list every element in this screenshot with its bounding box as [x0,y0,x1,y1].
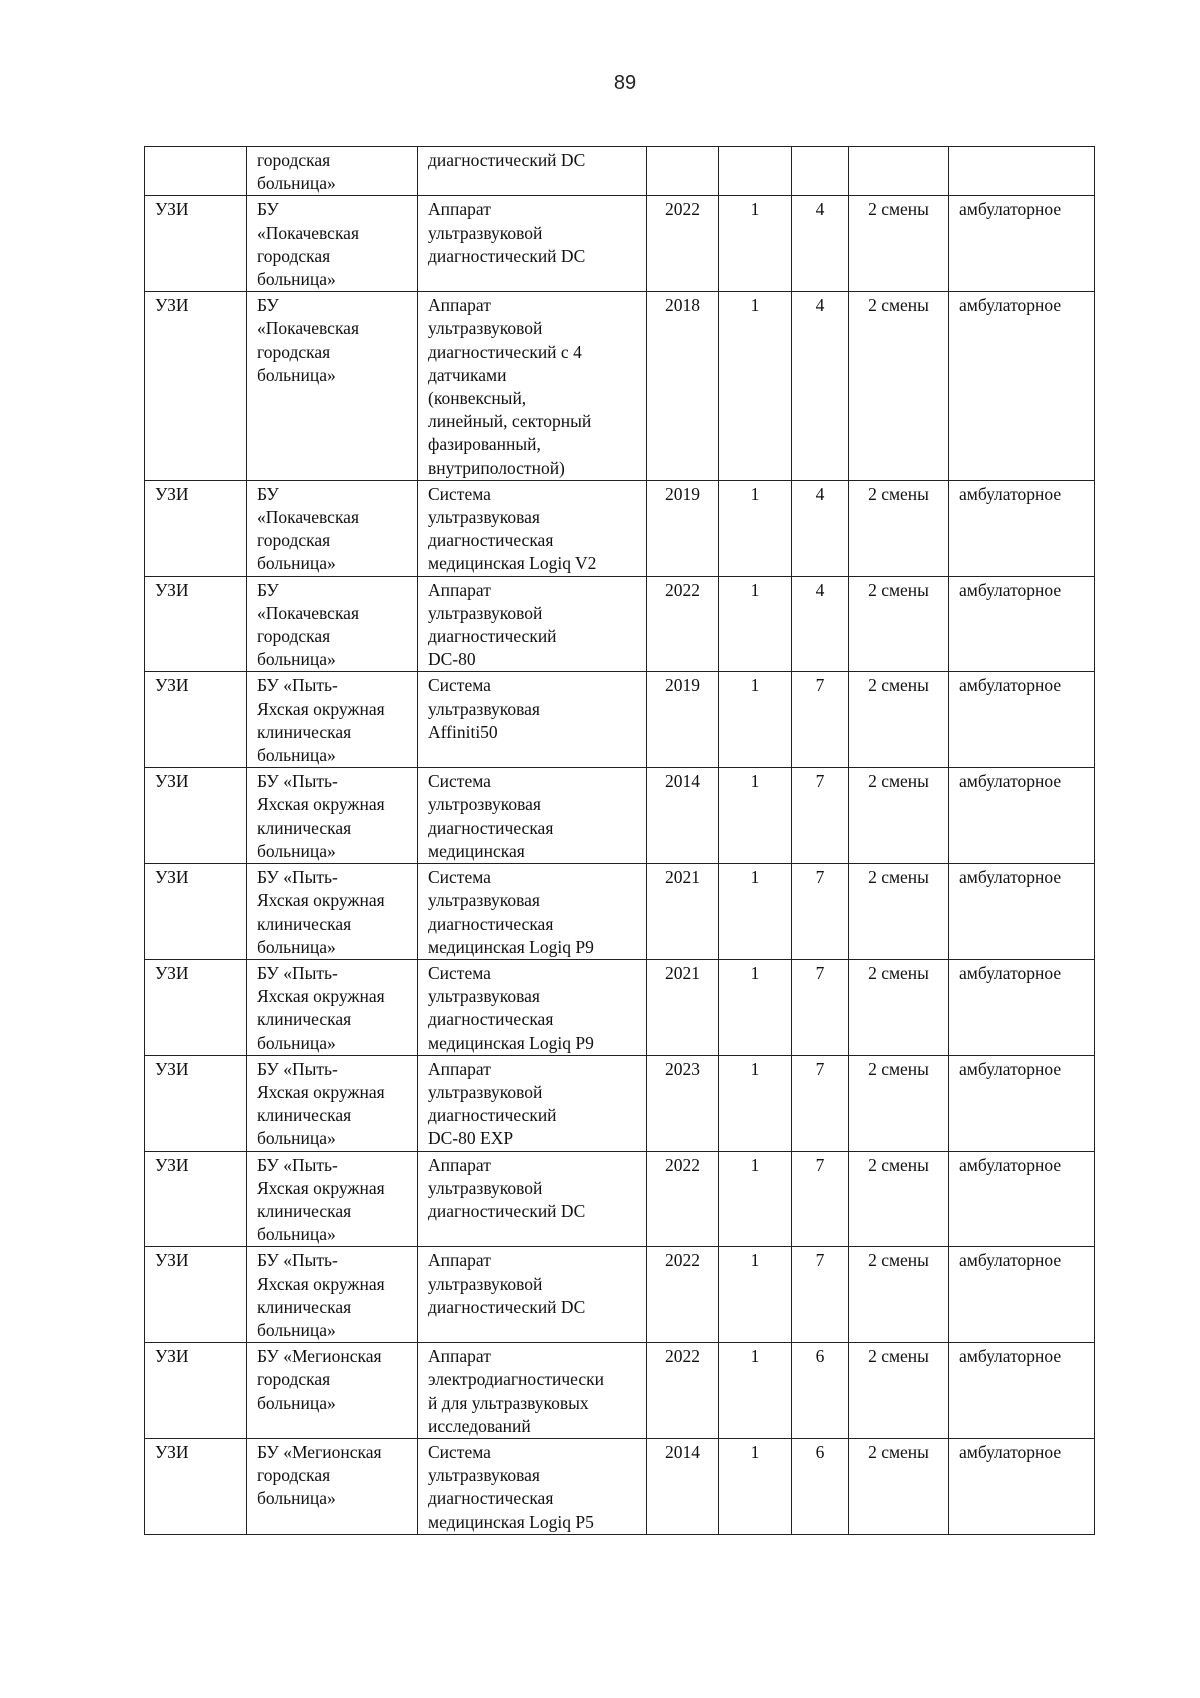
cell-care-mode [949,576,1095,672]
cell-year [647,480,719,576]
cell-text-type: УЗИ [155,579,189,600]
cell-text-org: БУ «Мегионская городская больница» [257,1441,382,1509]
cell-quantity [719,1247,792,1343]
cell-organization [247,576,418,672]
cell-text-device: Система ультразвуковая диагностическая медицинская Logiq P9 [428,867,594,957]
cell-text-device: Система ультразвуковая Affiniti50 [428,675,540,742]
cell-text-year: 2021 [665,962,700,983]
cell-text-device: Система ультрозвуковая диагностическая медицинская [428,771,554,861]
cell-text-qty: 1 [750,771,760,792]
cell-organization [247,196,418,292]
cell-text-shifts: 2 смены [868,675,929,696]
cell-text-type: УЗИ [155,1058,189,1079]
cell-text-mode: амбулаторное [959,1058,1062,1079]
cell-device [418,1151,647,1247]
cell-count [792,292,849,481]
cell-year [647,1247,719,1343]
cell-text-c1: 6 [815,1441,825,1462]
cell-text-mode: амбулаторное [959,962,1062,983]
cell-text-c1: 7 [815,1250,825,1271]
cell-text-device: Аппарат ультразвуковой диагностический DC [428,1250,586,1317]
cell-text-mode: амбулаторное [959,579,1062,600]
cell-text-type: УЗИ [155,1154,189,1175]
cell-shifts [849,196,949,292]
cell-quantity [719,576,792,672]
cell-text-org: БУ «Пыть- Яхская окружная клиническая больница» [257,1154,385,1245]
cell-text-mode: амбулаторное [959,1441,1062,1462]
cell-text-shifts: 2 смены [868,199,929,220]
cell-care-mode [949,147,1095,196]
cell-text-qty: 1 [750,1250,760,1271]
cell-count [792,672,849,768]
cell-text-qty: 1 [750,1154,760,1175]
cell-device [418,1055,647,1151]
cell-text-mode: амбулаторное [959,1250,1062,1271]
cell-text-shifts: 2 смены [868,771,929,792]
cell-text-c1: 4 [815,483,825,504]
cell-text-org: БУ «Пыть- Яхская окружная клиническая больница» [257,962,385,1053]
table-row [145,196,1095,292]
cell-text-year: 2014 [665,771,700,792]
cell-text-device: Система ультразвуковая диагностическая медицинская Logiq V2 [428,483,597,574]
cell-text-qty: 1 [750,295,760,316]
cell-count [792,864,849,960]
cell-text-org: БУ «Пыть- Яхская окружная клиническая больница» [257,771,385,861]
cell-device [418,1343,647,1439]
cell-count [792,196,849,292]
cell-text-mode: амбулаторное [959,1154,1062,1175]
cell-text-org: БУ «Пыть- Яхская окружная клиническая больница» [257,1058,385,1149]
cell-quantity [719,1343,792,1439]
table-row [145,1343,1095,1439]
cell-text-shifts: 2 смены [868,867,929,888]
cell-study-type [145,1438,247,1534]
cell-shifts [849,672,949,768]
cell-study-type [145,1343,247,1439]
cell-count [792,768,849,864]
cell-text-mode: амбулаторное [959,1346,1062,1367]
cell-device [418,1247,647,1343]
cell-text-type: УЗИ [155,199,189,220]
cell-count [792,959,849,1055]
cell-text-c1: 7 [815,771,825,792]
cell-organization [247,1343,418,1439]
cell-text-qty: 1 [750,1441,760,1462]
cell-text-year: 2014 [665,1441,700,1462]
cell-text-qty: 1 [750,1058,760,1079]
cell-text-org: БУ «Пыть- Яхская окружная клиническая больница» [257,867,385,957]
cell-year [647,1151,719,1247]
cell-text-type: УЗИ [155,962,189,983]
cell-text-c1: 7 [815,1058,825,1079]
cell-text-org: БУ «Покачевская городская больница» [257,579,359,670]
cell-text-mode: амбулаторное [959,295,1062,316]
cell-text-org: БУ «Покачевская городская больница» [257,483,359,574]
cell-text-device: Аппарат ультразвуковой диагностический DC [428,1154,586,1221]
cell-count [792,147,849,196]
table-body [145,147,1095,1535]
cell-text-org: БУ «Покачевская городская больница» [257,295,359,385]
cell-text-year: 2022 [665,1154,700,1175]
cell-text-year: 2022 [665,1346,700,1367]
cell-text-shifts: 2 смены [868,295,929,316]
cell-text-type: УЗИ [155,1441,189,1462]
cell-study-type [145,768,247,864]
cell-text-year: 2018 [665,295,700,316]
cell-year [647,576,719,672]
cell-count [792,480,849,576]
cell-year [647,768,719,864]
cell-text-device: Аппарат электродиагностически й для ультразвуковых исследований [428,1346,605,1436]
cell-device [418,480,647,576]
cell-count [792,576,849,672]
cell-quantity [719,1438,792,1534]
cell-study-type [145,147,247,196]
cell-study-type [145,1247,247,1343]
cell-care-mode [949,864,1095,960]
cell-care-mode [949,1055,1095,1151]
cell-text-device: Система ультразвуковая диагностическая медицинская Logiq P5 [428,1441,594,1532]
cell-care-mode [949,768,1095,864]
cell-text-shifts: 2 смены [868,1058,929,1079]
cell-organization [247,292,418,481]
cell-care-mode [949,292,1095,481]
table-row [145,480,1095,576]
cell-text-shifts: 2 смены [868,1154,929,1175]
cell-text-mode: амбулаторное [959,675,1062,696]
cell-care-mode [949,1151,1095,1247]
cell-device [418,864,647,960]
cell-organization [247,672,418,768]
cell-text-qty: 1 [750,1346,760,1367]
cell-organization [247,147,418,196]
cell-text-org: БУ «Покачевская городская больница» [257,199,359,290]
table-row [145,768,1095,864]
cell-text-type: УЗИ [155,771,189,792]
cell-quantity [719,672,792,768]
cell-study-type [145,576,247,672]
table-row [145,292,1095,481]
cell-care-mode [949,480,1095,576]
cell-text-org: БУ «Пыть- Яхская окружная клиническая больница» [257,1250,385,1340]
cell-device [418,292,647,481]
cell-shifts [849,480,949,576]
cell-quantity [719,147,792,196]
table-row [145,864,1095,960]
cell-count [792,1438,849,1534]
cell-shifts [849,1055,949,1151]
cell-year [647,292,719,481]
cell-device [418,959,647,1055]
cell-quantity [719,480,792,576]
cell-text-qty: 1 [750,579,760,600]
cell-text-year: 2021 [665,867,700,888]
cell-text-device: диагностический DC [428,150,586,170]
cell-year [647,864,719,960]
cell-study-type [145,959,247,1055]
cell-text-c1: 7 [815,867,825,888]
cell-shifts [849,147,949,196]
cell-care-mode [949,1343,1095,1439]
cell-quantity [719,1055,792,1151]
cell-text-mode: амбулаторное [959,199,1062,220]
cell-shifts [849,1343,949,1439]
cell-text-year: 2022 [665,579,700,600]
cell-text-shifts: 2 смены [868,483,929,504]
cell-device [418,147,647,196]
cell-quantity [719,196,792,292]
cell-text-type: УЗИ [155,867,189,888]
cell-organization [247,959,418,1055]
cell-text-org: городская больница» [257,150,336,194]
cell-text-type: УЗИ [155,675,189,696]
table-row [145,672,1095,768]
cell-text-c1: 4 [815,295,825,316]
cell-care-mode [949,1247,1095,1343]
table-row [145,959,1095,1055]
cell-care-mode [949,959,1095,1055]
cell-text-device: Аппарат ультразвуковой диагностический DC-80 [428,579,557,670]
cell-organization [247,768,418,864]
table-row [145,1055,1095,1151]
cell-year [647,147,719,196]
cell-organization [247,1151,418,1247]
table-row [145,147,1095,196]
cell-count [792,1247,849,1343]
cell-care-mode [949,196,1095,292]
cell-organization [247,1438,418,1534]
cell-count [792,1151,849,1247]
cell-text-shifts: 2 смены [868,1441,929,1462]
cell-organization [247,864,418,960]
cell-text-qty: 1 [750,962,760,983]
cell-text-year: 2022 [665,1250,700,1271]
cell-text-type: УЗИ [155,1250,189,1271]
cell-text-c1: 7 [815,1154,825,1175]
cell-text-device: Аппарат ультразвуковой диагностический с 4 датчиками (конвексный, линейный, секторный фазированный, внутриполостной) [428,295,592,478]
cell-study-type [145,1151,247,1247]
cell-shifts [849,1247,949,1343]
cell-device [418,1438,647,1534]
cell-text-c1: 4 [815,579,825,600]
cell-study-type [145,672,247,768]
table-row [145,576,1095,672]
table-row [145,1438,1095,1534]
cell-device [418,196,647,292]
cell-text-c1: 4 [815,199,825,220]
cell-text-type: УЗИ [155,483,189,504]
cell-text-qty: 1 [750,867,760,888]
cell-quantity [719,768,792,864]
cell-shifts [849,1151,949,1247]
cell-count [792,1343,849,1439]
cell-study-type [145,292,247,481]
cell-text-shifts: 2 смены [868,1250,929,1271]
cell-quantity [719,292,792,481]
cell-year [647,196,719,292]
cell-text-type: УЗИ [155,1346,189,1367]
cell-year [647,1438,719,1534]
cell-text-year: 2023 [665,1058,700,1079]
cell-text-org: БУ «Пыть- Яхская окружная клиническая больница» [257,675,385,766]
cell-quantity [719,1151,792,1247]
cell-device [418,672,647,768]
cell-shifts [849,1438,949,1534]
cell-text-year: 2022 [665,199,700,220]
cell-text-mode: амбулаторное [959,867,1062,888]
cell-text-shifts: 2 смены [868,1346,929,1367]
cell-quantity [719,959,792,1055]
cell-shifts [849,864,949,960]
cell-text-qty: 1 [750,483,760,504]
cell-text-device: Система ультразвуковая диагностическая медицинская Logiq P9 [428,962,594,1053]
cell-text-c1: 6 [815,1346,825,1367]
cell-device [418,576,647,672]
page-number: 89 [613,72,637,94]
cell-text-device: Аппарат ультразвуковой диагностический DC-80 EXP [428,1058,557,1149]
cell-organization [247,1055,418,1151]
cell-text-mode: амбулаторное [959,483,1062,504]
cell-text-c1: 7 [815,962,825,983]
cell-text-mode: амбулаторное [959,771,1062,792]
cell-text-c1: 7 [815,675,825,696]
cell-shifts [849,292,949,481]
cell-count [792,1055,849,1151]
cell-care-mode [949,1438,1095,1534]
cell-care-mode [949,672,1095,768]
cell-shifts [849,959,949,1055]
cell-text-year: 2019 [665,675,700,696]
cell-text-qty: 1 [750,199,760,220]
cell-shifts [849,576,949,672]
cell-text-org: БУ «Мегионская городская больница» [257,1346,382,1413]
cell-text-device: Аппарат ультразвуковой диагностический DC [428,199,586,266]
cell-year [647,1055,719,1151]
cell-text-type: УЗИ [155,295,189,316]
cell-text-shifts: 2 смены [868,962,929,983]
cell-year [647,672,719,768]
cell-year [647,1343,719,1439]
table-row [145,1151,1095,1247]
cell-text-year: 2019 [665,483,700,504]
table-row [145,1247,1095,1343]
cell-text-qty: 1 [750,675,760,696]
cell-shifts [849,768,949,864]
cell-study-type [145,480,247,576]
cell-organization [247,480,418,576]
cell-study-type [145,1055,247,1151]
cell-study-type [145,196,247,292]
equipment-table [144,146,1095,1535]
cell-year [647,959,719,1055]
cell-quantity [719,864,792,960]
cell-device [418,768,647,864]
cell-organization [247,1247,418,1343]
cell-study-type [145,864,247,960]
cell-text-shifts: 2 смены [868,579,929,600]
